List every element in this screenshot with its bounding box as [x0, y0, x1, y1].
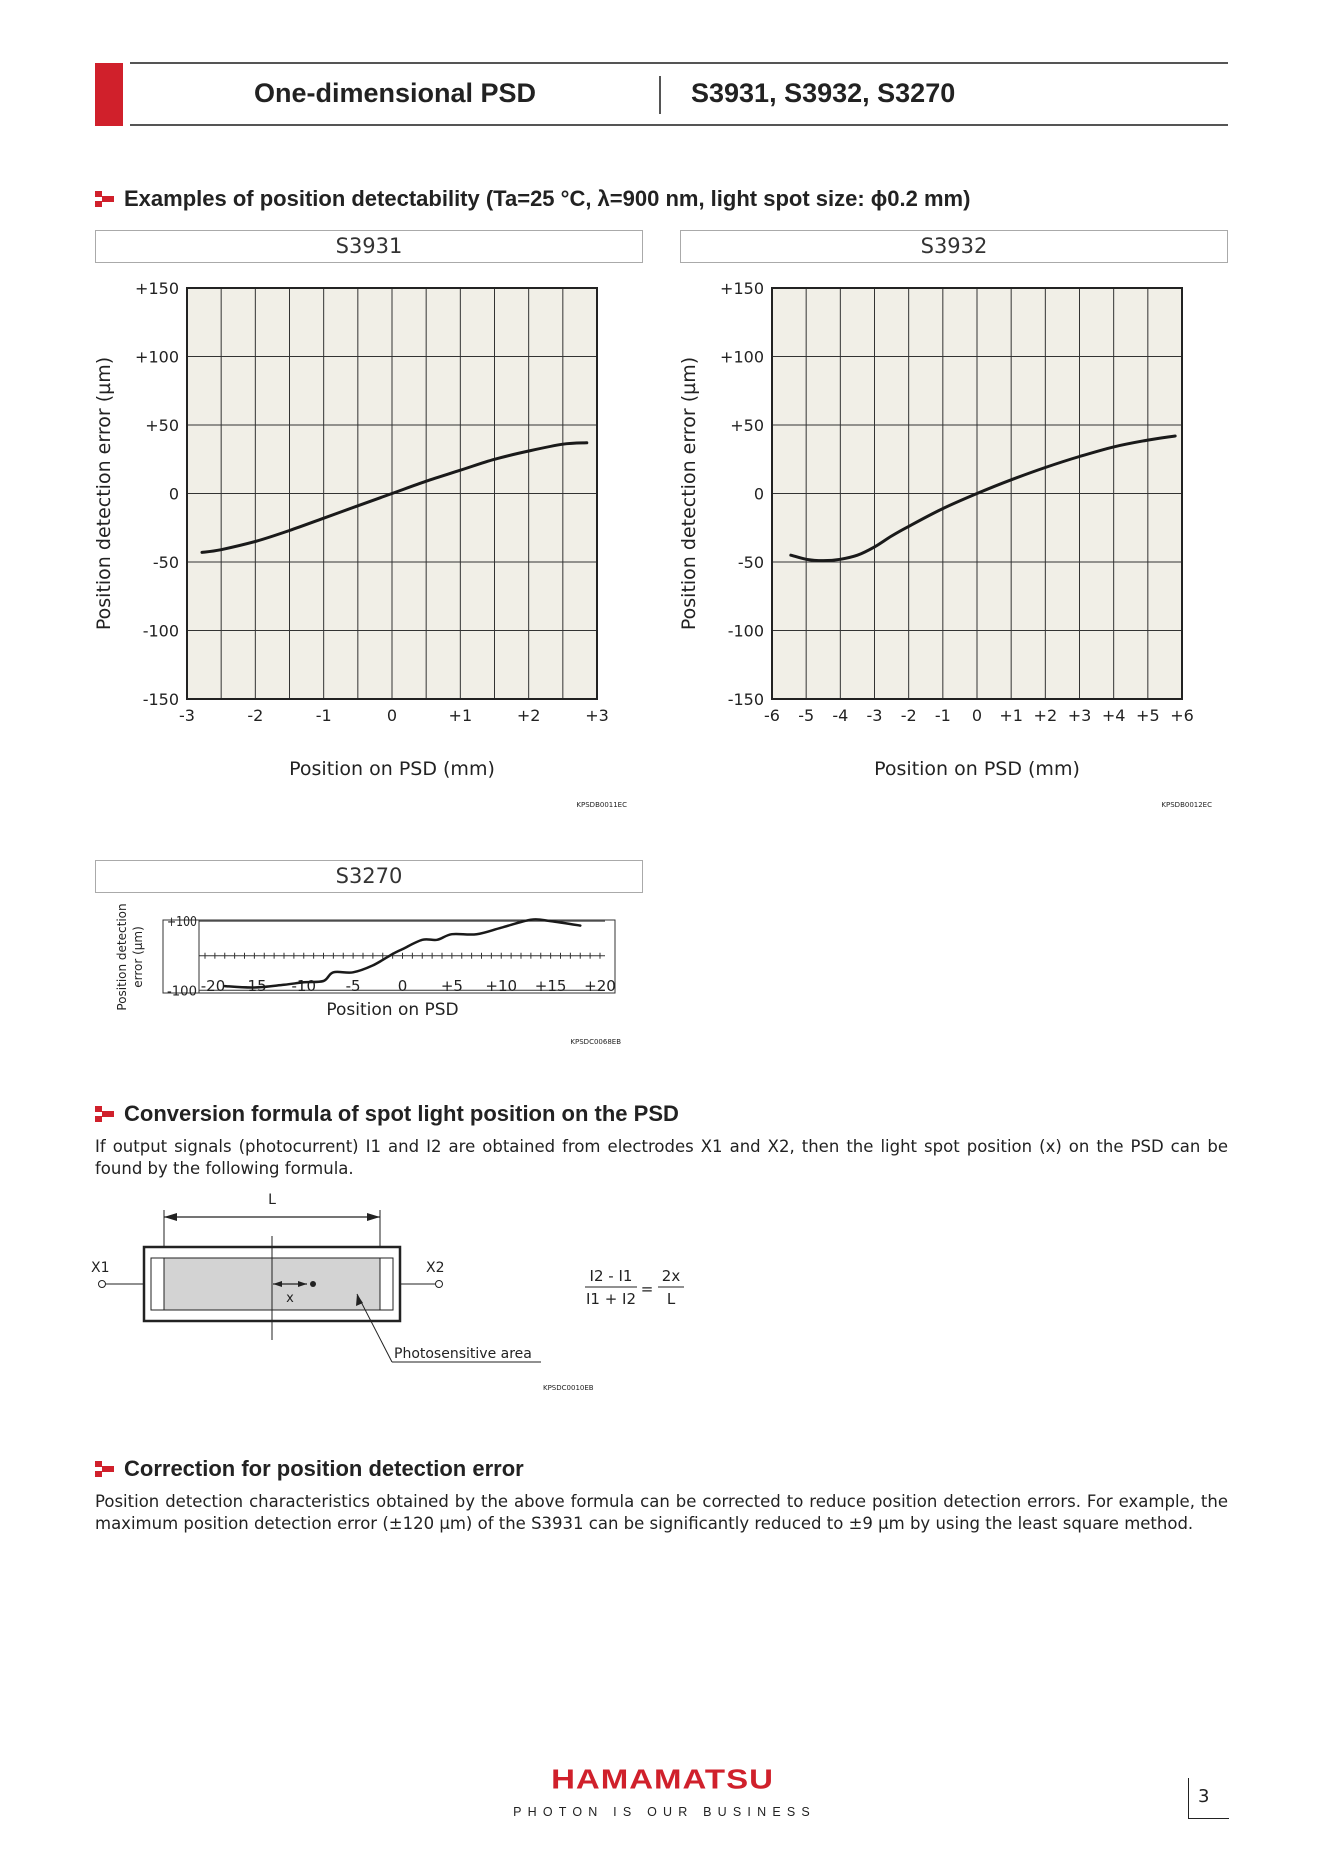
x-tick-label: 0 [397, 977, 408, 995]
correction-paragraph: Position detection characteristics obtained by the above formula can be corrected to reduce position detection errors. For example, the maximum position detection error (±120 µm) of the S3931 can be significantly reduced to ±9 µm by using the least square method. [95, 1492, 1228, 1533]
y-tick-label: -100 [167, 984, 197, 1000]
section-heading-text: Conversion formula of spot light position on the PSD [124, 1101, 679, 1126]
chart-title-s3932: S3932 [680, 230, 1228, 263]
x-axis-label: Position on PSD [326, 1000, 459, 1020]
y-tick-label: -100 [142, 621, 179, 641]
x-tick-label: -2 [247, 706, 264, 725]
header-red-bar [95, 63, 123, 126]
electrode-x2-terminal [436, 1281, 443, 1288]
x-tick-label: -5 [798, 706, 815, 725]
y-axis-label-line1: Position detection [115, 903, 129, 1011]
page-number-rule-vertical [1188, 1778, 1189, 1818]
x-tick-label: -1 [315, 706, 332, 725]
chart-title-s3931: S3931 [95, 230, 643, 263]
y-tick-label: 0 [168, 484, 179, 504]
y-tick-label: -150 [727, 690, 764, 709]
hamamatsu-logo: HAMAMATSU [551, 1762, 774, 1795]
conversion-paragraph: If output signals (photocurrent) I1 and I2 are obtained from electrodes X1 and X2, then the light spot position (x) on the PSD can be found by the following formula. [95, 1137, 1228, 1178]
formula-rhs-numerator: 2x [661, 1267, 681, 1285]
section-heading-correction [95, 1456, 524, 1482]
x-axis-label: Position on PSD (mm) [289, 758, 495, 780]
y-tick-label: +150 [135, 279, 179, 298]
x-tick-label: +10 [485, 977, 518, 995]
electrode-x1-terminal [99, 1281, 106, 1288]
x-tick-label: +1 [448, 706, 473, 725]
y-tick-label: -50 [152, 553, 179, 572]
psd-diagram [85, 1190, 725, 1400]
formula-rhs-denominator: L [666, 1290, 676, 1308]
y-tick-label: -50 [737, 553, 764, 572]
y-axis-label: Position detection error (µm) [678, 356, 700, 631]
y-tick-label: -150 [142, 690, 179, 709]
x-tick-label: -3 [179, 706, 195, 725]
page-title: One-dimensional PSD [253, 78, 537, 108]
x-tick-label: +20 [584, 977, 616, 995]
x-tick-label: +6 [1170, 706, 1194, 725]
header-top-rule [130, 62, 1228, 64]
arrow-left-icon [164, 1213, 177, 1221]
chart-code: KPSDB0012EC [1161, 801, 1212, 809]
section-heading-text: Correction for position detection error [124, 1456, 524, 1481]
x-tick-label: +4 [1101, 706, 1126, 725]
y-tick-label: +100 [720, 347, 764, 367]
electrode-x2-label: X2 [426, 1260, 445, 1276]
length-label: L [268, 1192, 276, 1208]
x-tick-label: -4 [832, 706, 849, 725]
arrow-right-icon [367, 1213, 380, 1221]
y-tick-label: +50 [145, 416, 179, 435]
x-tick-label: +5 [1136, 706, 1160, 725]
chart-code: KPSDC0068EB [570, 1038, 621, 1046]
page-number: 3 [1198, 1786, 1210, 1807]
x-axis-label: Position on PSD (mm) [874, 758, 1080, 780]
page-number-rule-horizontal [1188, 1818, 1229, 1819]
x-tick-label: +5 [440, 977, 463, 995]
x-tick-label: +3 [585, 706, 609, 725]
x-tick-label: -6 [764, 706, 780, 725]
x-tick-label: +15 [534, 977, 567, 995]
logo-tagline: PHOTON IS OUR BUSINESS [513, 1805, 816, 1819]
x-tick-label: -5 [345, 977, 361, 995]
chart-code: KPSDB0011EC [576, 801, 627, 809]
x-tick-label: +3 [1067, 706, 1092, 725]
chart-s3931 [90, 270, 650, 810]
x-tick-label: -1 [934, 706, 951, 725]
header-bottom-rule [130, 124, 1228, 126]
x-tick-label: 0 [971, 706, 983, 725]
section-bullet-icon [95, 1106, 114, 1122]
section-bullet-icon [95, 191, 114, 207]
chart-s3270 [110, 903, 640, 1046]
y-axis-label: Position detection error (µm) [93, 356, 115, 631]
x-offset-label: x [286, 1291, 294, 1306]
y-tick-label: 0 [753, 484, 764, 504]
formula-equals: = [640, 1280, 654, 1298]
section-heading-text: Examples of position detectability (Ta=25 °C, λ=900 nm, light spot size: ϕ0.2 mm) [124, 186, 971, 211]
x-tick-label: +2 [1033, 706, 1058, 725]
x-tick-label: -15 [242, 977, 267, 995]
y-tick-label: +100 [167, 915, 197, 931]
light-spot [310, 1281, 316, 1287]
chart-s3932 [675, 270, 1235, 810]
x-tick-label: -10 [291, 977, 316, 995]
section-bullet-icon [95, 1461, 114, 1477]
y-tick-label: +150 [720, 279, 764, 298]
x-tick-label: -2 [900, 706, 917, 725]
y-tick-label: +100 [135, 347, 179, 367]
x-tick-label: +2 [516, 706, 541, 725]
formula-denominator: I1 + I2 [585, 1290, 637, 1308]
formula-numerator: I2 - I1 [589, 1267, 633, 1285]
photosensitive-area-label: Photosensitive area [394, 1346, 532, 1362]
x-tick-label: +1 [999, 706, 1023, 725]
section-heading-conversion-formula [95, 1101, 679, 1127]
x-tick-label: 0 [386, 706, 398, 725]
section-heading-position-detectability [95, 186, 970, 212]
x-tick-label: -3 [866, 706, 883, 725]
y-tick-label: +50 [730, 416, 764, 435]
x-tick-label: -20 [200, 977, 226, 995]
chart-title-s3270: S3270 [95, 860, 643, 893]
header-divider [659, 76, 661, 114]
y-axis-label-line2: error (µm) [131, 926, 145, 988]
electrode-x1-label: X1 [91, 1260, 110, 1276]
diagram-code: KPSDC0010EB [543, 1384, 594, 1392]
model-list: S3931, S3932, S3270 [691, 78, 956, 108]
y-tick-label: -100 [727, 621, 764, 641]
